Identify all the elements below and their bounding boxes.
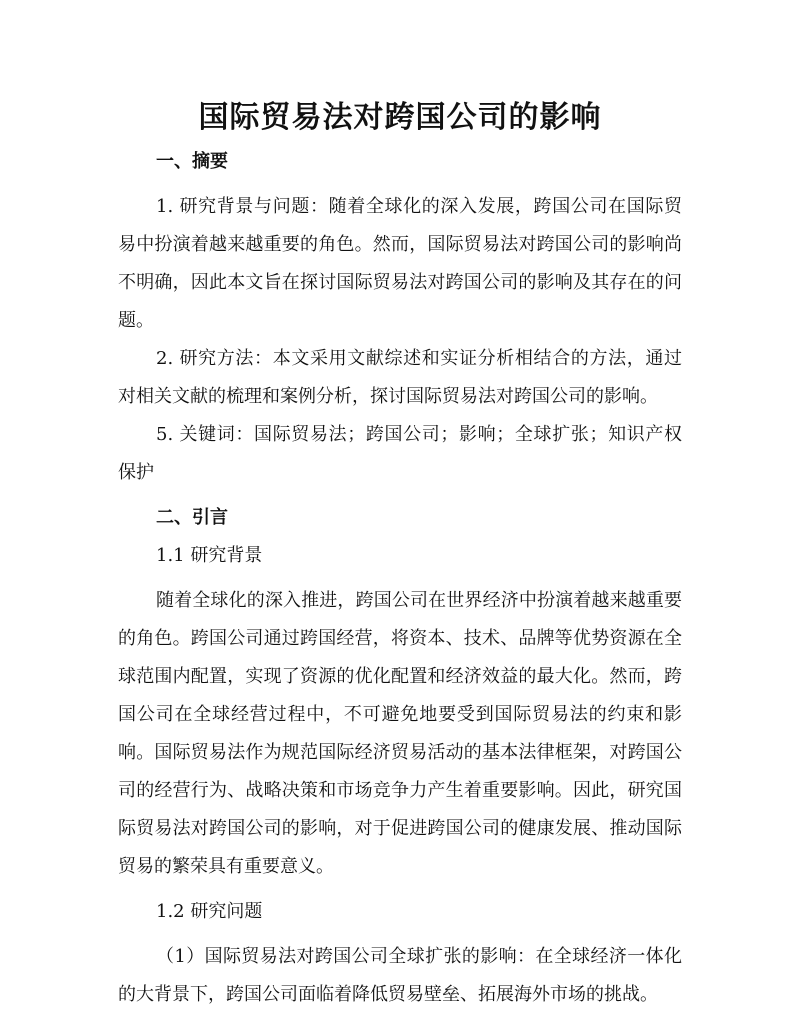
intro-paragraph-background: 随着全球化的深入推进，跨国公司在世界经济中扮演着越来越重要的角色。跨国公司通过跨国经营，将资本、技术、品牌等优势资源在全球范围内配置，实现了资源的优化配置和经济效益的最大化。然而，跨国公司在全球经营过程中，不可避免地要受到国际贸易法的约束和影响。国际贸易法作为规范国际经济贸易活动的基本法律框架，对跨国公司的经营行为、战略决策和市场竞争力产生着重要影响。因此，研究国际贸易法对跨国公司的影响，对于促进跨国公司的健康发展、推动国际贸易的繁荣具有重要意义。 xyxy=(118,590,682,877)
document-title: 国际贸易法对跨国公司的影响 xyxy=(198,100,602,135)
abstract-paragraph-background: 1. 研究背景与问题：随着全球化的深入发展，跨国公司在国际贸易中扮演着越来越重要的角色。然而，国际贸易法对跨国公司的影响尚不明确，因此本文旨在探讨国际贸易法对跨国公司的影响及其存在的问题。 xyxy=(118,196,682,331)
intro-paragraph-questions: （1）国际贸易法对跨国公司全球扩张的影响：在全球经济一体化的大背景下，跨国公司面临着降低贸易壁垒、拓展海外市场的挑战。 xyxy=(118,946,682,1005)
subsection-heading-questions: 1.2 研究问题 xyxy=(156,901,263,922)
subsection-heading-background: 1.1 研究背景 xyxy=(156,545,263,566)
section-heading-intro: 二、引言 xyxy=(156,507,228,528)
abstract-paragraph-keywords: 5. 关键词：国际贸易法；跨国公司；影响；全球扩张；知识产权保护 xyxy=(118,424,682,483)
abstract-paragraph-method: 2. 研究方法：本文采用文献综述和实证分析相结合的方法，通过对相关文献的梳理和案例分析，探讨国际贸易法对跨国公司的影响。 xyxy=(118,348,682,407)
document-body xyxy=(118,150,682,1014)
section-heading-abstract: 一、摘要 xyxy=(156,151,228,172)
